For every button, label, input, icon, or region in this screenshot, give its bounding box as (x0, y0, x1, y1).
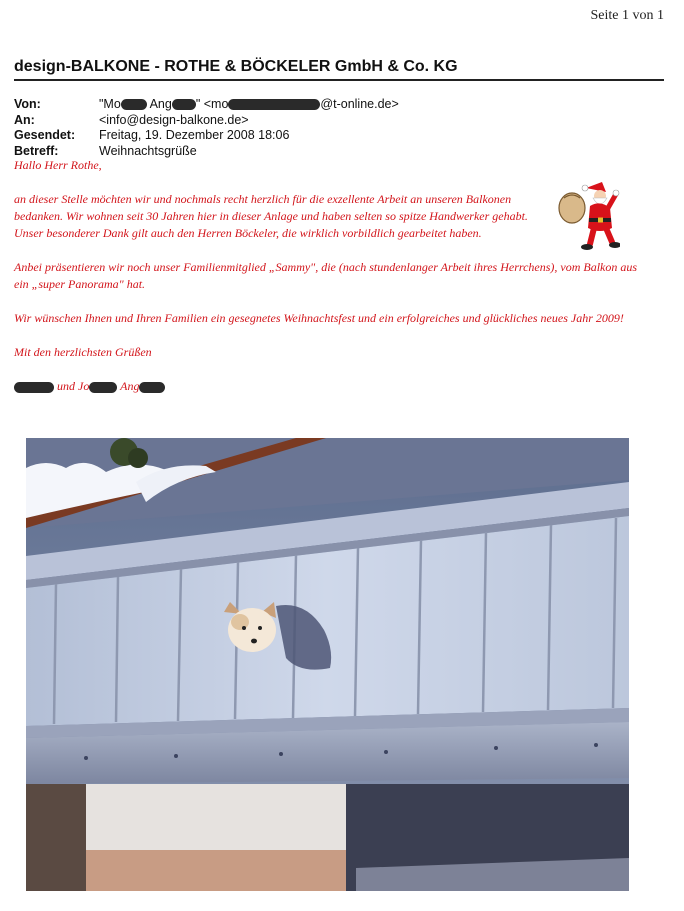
header-label: Gesendet: (14, 128, 76, 142)
header-label: An: (14, 112, 35, 127)
santa-clipart-icon (556, 178, 620, 254)
redaction-mark (139, 382, 165, 393)
redaction-mark (228, 99, 320, 110)
header-value: Freitag, 19. Dezember 2008 18:06 (99, 128, 290, 142)
page-number: Seite 1 von 1 (590, 8, 664, 23)
signature-text: und Jo (54, 379, 90, 393)
header-value: Weihnachtsgrüße (99, 143, 197, 158)
header-label: Betreff: (14, 143, 59, 158)
header-label: Von: (14, 97, 41, 111)
signature (14, 378, 654, 395)
redaction-mark (14, 382, 54, 393)
from-text: " <mo (195, 97, 229, 111)
paragraph-wishes: Wir wünschen Ihnen und Ihren Familien ein gesegnetes Weihnachtsfest und ein erfolgreiches und glückliches neues Jahr 2009! (14, 311, 624, 325)
header-value (99, 97, 654, 113)
header-sent (14, 128, 654, 144)
balcony-photo (26, 438, 629, 891)
from-text: Ang (146, 97, 172, 111)
photo-dog-on-balcony (26, 438, 629, 891)
email-headers (14, 97, 654, 159)
greeting: Hallo Herr Rothe, (14, 158, 102, 172)
redaction-mark (172, 99, 196, 110)
paragraph-sammy: Anbei präsentieren wir noch unser Familienmitglied „Sammy", die (nach stundenlanger Arbeit ihres Herrchens), vom Balkon aus ein „super Panorama" hat. (14, 260, 638, 291)
from-text: @t-online.de> (320, 97, 399, 111)
signature-text: Ang (117, 379, 140, 393)
header-from (14, 97, 654, 113)
redaction-mark (121, 99, 147, 110)
paragraph-thanks: an dieser Stelle möchten wir und nochmals recht herzlich für die exzellente Arbeit an unseren Balkonen bedanken. Wir wohnen seit 30 Jahren hier in dieser Anlage und haben selten so spitze Handwerker gehabt. Unser besonderer Dank gilt auch den Herren Böckeler, die wirklich vorbildlich gearbeitet haben. (14, 192, 528, 240)
company-title: design-BALKONE - ROTHE & BÖCKELER GmbH & Co. KG (14, 58, 458, 75)
header-value: <info@design-balkone.de> (99, 112, 249, 127)
header-to (14, 113, 654, 129)
from-text: "Mo (99, 97, 121, 111)
redaction-mark (89, 382, 117, 393)
header-divider (14, 79, 664, 81)
closing: Mit den herzlichsten Grüßen (14, 345, 152, 359)
